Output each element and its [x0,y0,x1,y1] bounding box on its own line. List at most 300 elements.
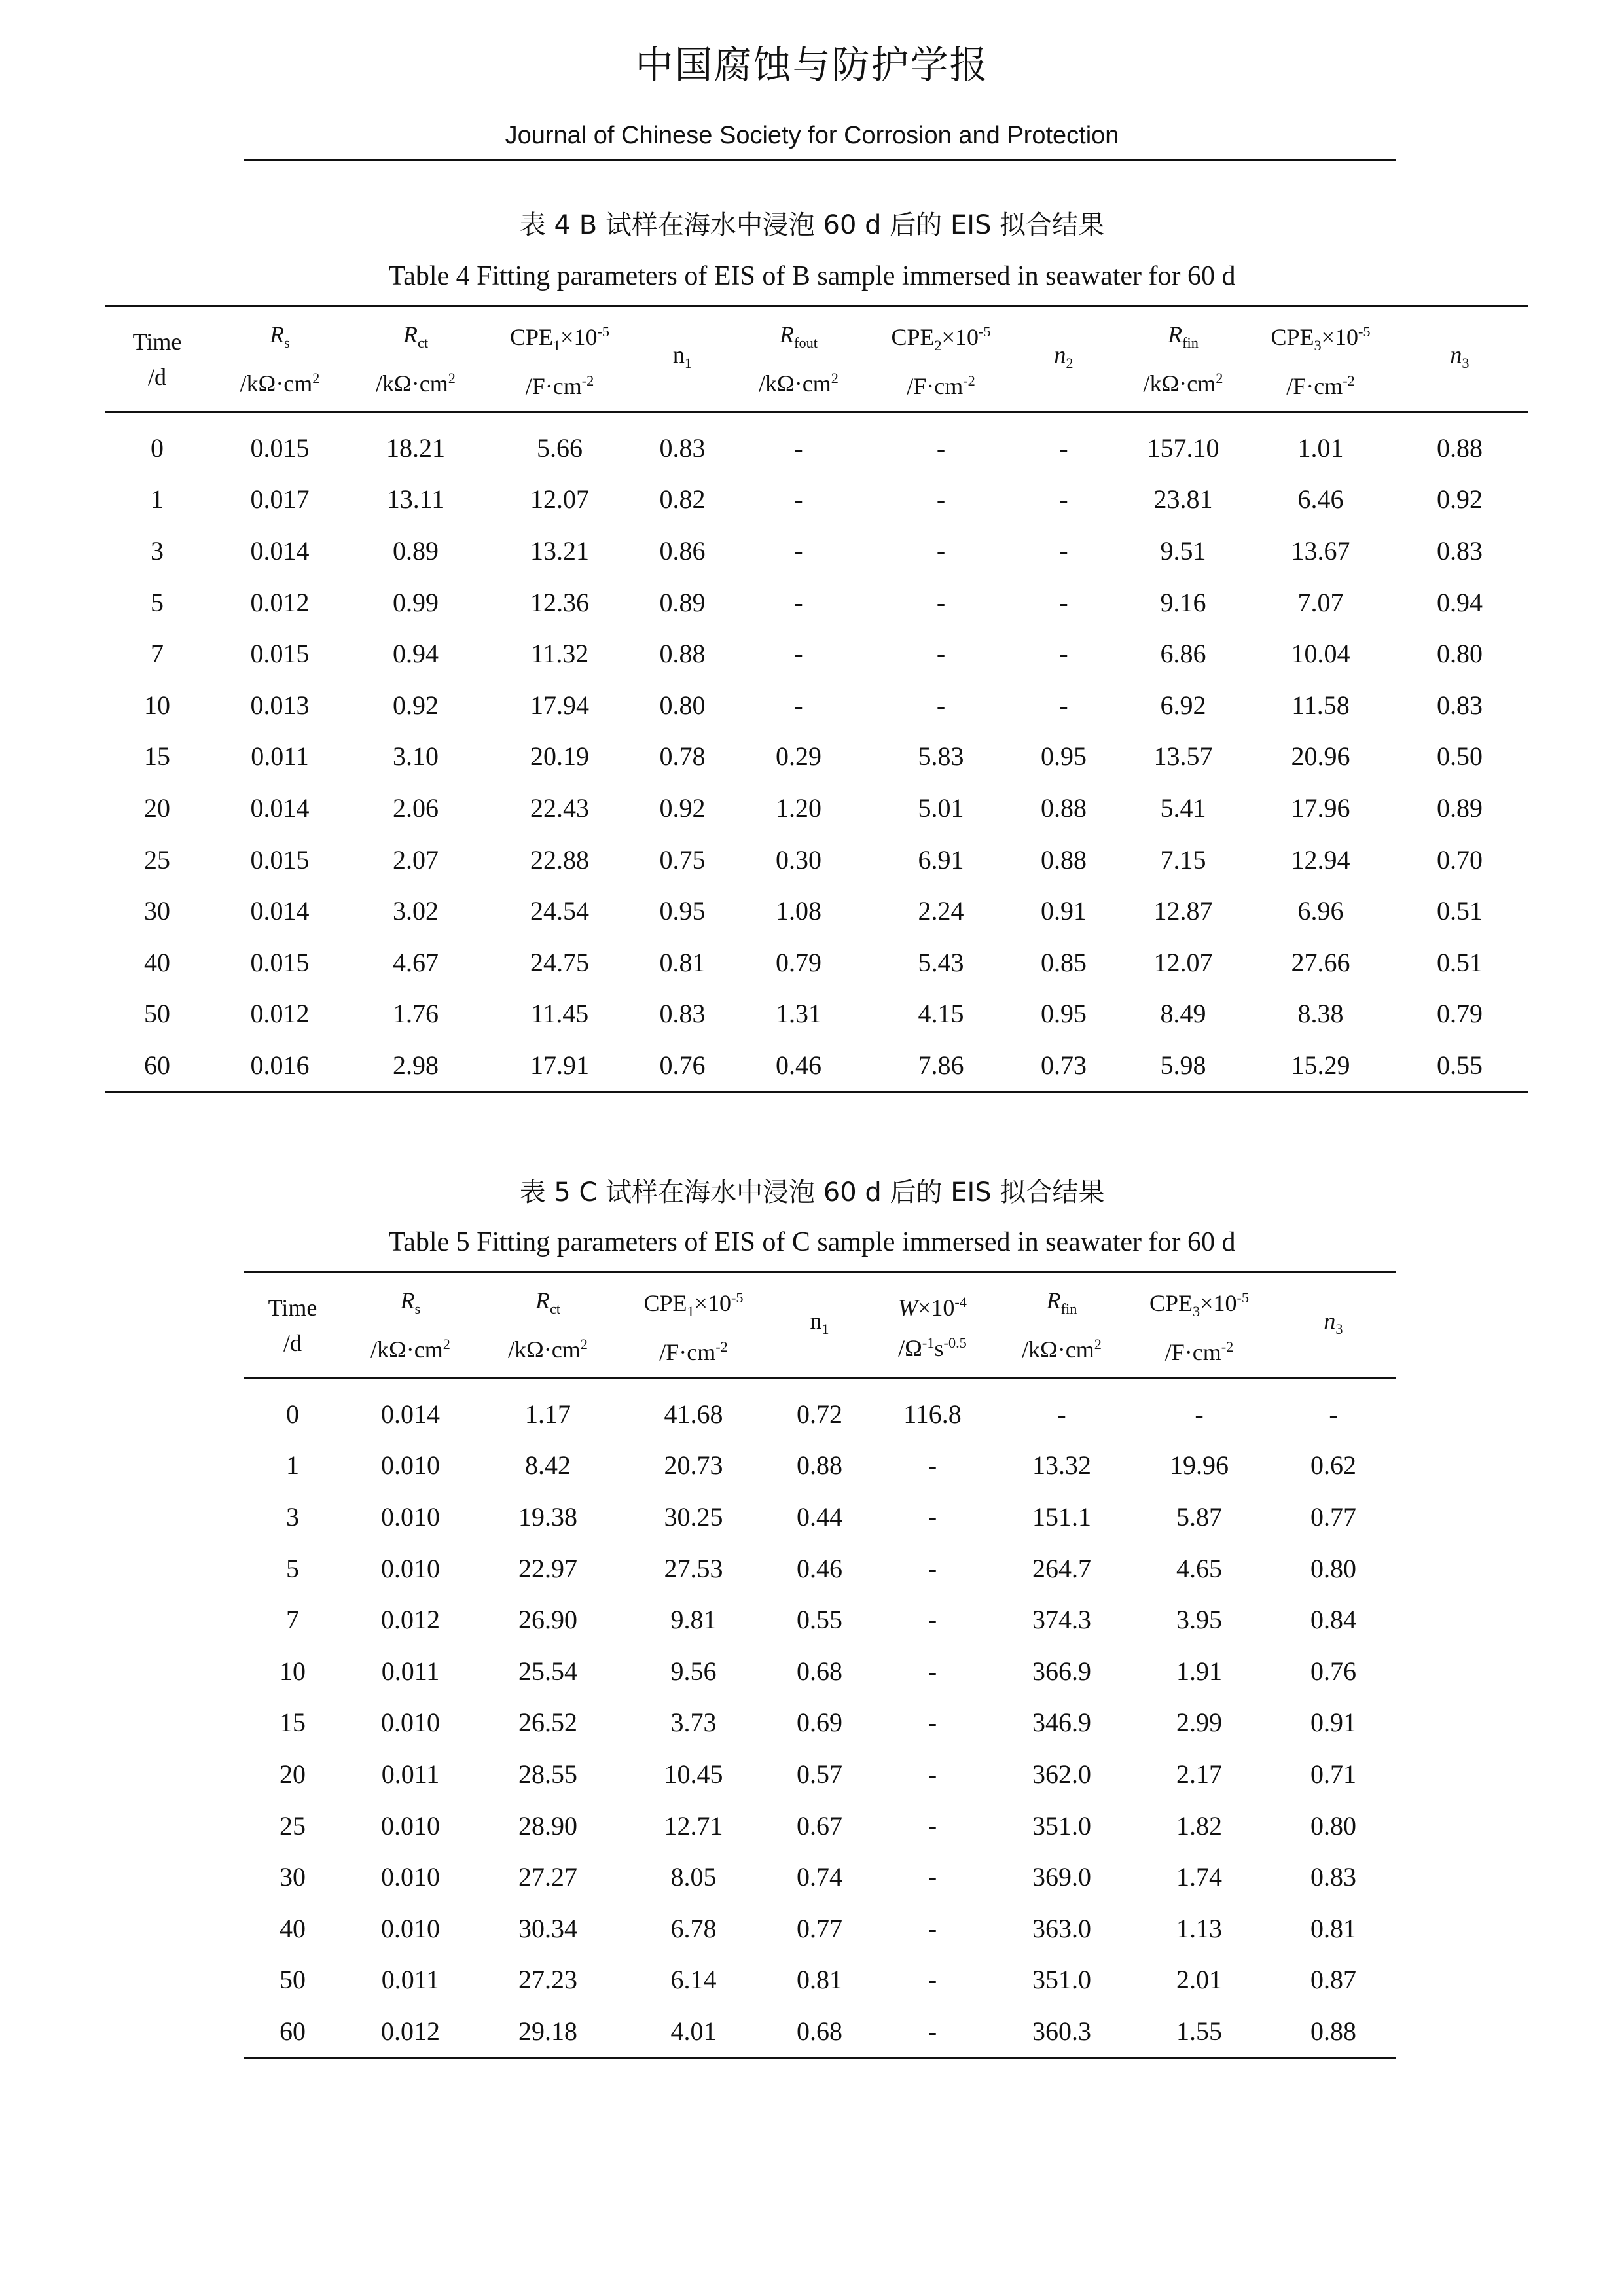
column-unit: /F·cm [525,373,582,400]
table5-caption-en: Table 5 Fitting parameters of EIS of C sample immersed in seawater for 60 d [388,1227,1236,1257]
table-cell: 0.012 [381,1605,440,1635]
table-cell: 0.29 [776,742,821,772]
column-multiplier: ×10 [918,1294,955,1321]
table-cell: 28.55 [518,1759,577,1789]
table-cell: 12.87 [1153,896,1213,926]
column-subscript: ct [549,1300,561,1318]
table-cell: 4.01 [670,2016,717,2046]
table-cell: 0.014 [250,793,310,823]
column-multiplier: ×10 [1200,1289,1237,1316]
table-cell: 15.29 [1291,1050,1350,1080]
table-cell: 11.58 [1291,690,1350,720]
table-cell: 10.45 [664,1759,723,1789]
table-cell: 50 [280,1965,306,1995]
column-subscript: fout [794,334,818,351]
table-row [105,988,1528,1040]
table-row [105,474,1528,526]
table-cell: 0.69 [797,1708,842,1738]
table-cell: 5.43 [918,947,964,977]
table-cell: 0.014 [250,535,310,565]
table-cell: 0.57 [797,1759,842,1789]
table-cell: 40 [144,947,170,977]
column-symbol: R [1168,321,1183,348]
table-cell: 22.88 [530,844,589,874]
column-header-top [1271,1303,1396,1347]
column-header-top [209,317,350,361]
table-cell: 17.94 [530,690,589,720]
column-header-top [1391,337,1528,381]
column-subscript: 3 [1192,1303,1200,1320]
column-header-top [617,1280,770,1329]
column-unit: /F·cm [1286,373,1343,400]
table-cell: - [1059,433,1068,463]
column-unit: /kΩ·cm [370,1336,443,1363]
column-unit-exponent: 2 [442,1336,450,1353]
column-unit: /kΩ·cm [1143,370,1216,397]
table-cell: 0.011 [381,1656,440,1686]
table-row [244,2005,1396,2058]
column-header [479,1272,617,1378]
table-cell: 5.66 [537,433,583,463]
table-cell: - [936,484,946,514]
table-cell: - [928,1656,937,1686]
table-cell: 27.53 [664,1553,723,1583]
column-header [481,306,638,412]
table-cell: 369.0 [1032,1862,1091,1892]
table-cell: 0.79 [776,947,821,977]
column-header-unit [244,1325,342,1361]
table-cell: 30 [280,1862,306,1892]
table-cell: 7 [286,1605,299,1635]
column-subscript: 1 [552,337,561,354]
column-unit-exponent: 2 [1216,370,1223,387]
table-cell: 1 [286,1450,299,1480]
column-header-top [770,1303,869,1347]
table-cell: 12.94 [1291,844,1350,874]
header-rule [244,159,1396,161]
column-header-top [869,1285,996,1325]
table-cell: 0.88 [1310,2016,1356,2046]
column-header-unit [350,361,481,401]
table-cell: - [936,639,946,669]
table-cell: 23.81 [1153,484,1213,514]
table-cell: 13.57 [1153,742,1213,772]
table-cell: 0.015 [250,947,310,977]
column-symbol: R [1046,1287,1061,1314]
table-cell: 0.012 [250,587,310,617]
table-cell: 0.67 [797,1810,842,1840]
column-header-top [244,1290,342,1325]
table-cell: 0.95 [1041,742,1087,772]
table-cell: 0.91 [1310,1708,1356,1738]
table-row [244,1697,1396,1749]
table-cell: 1.76 [393,999,439,1029]
table-cell: 2.24 [918,896,964,926]
table-cell: 5.87 [1176,1501,1222,1532]
column-header-unit [1116,361,1250,401]
table-cell: 0.012 [381,2016,440,2046]
column-header-unit [342,1327,479,1367]
table-row [105,679,1528,731]
table-cell: 0.010 [381,1501,440,1532]
table-cell: 7.15 [1160,844,1206,874]
table-cell: 8.49 [1160,999,1206,1029]
column-header [770,1272,869,1378]
table-cell: 12.36 [530,587,589,617]
column-symbol: CPE [1149,1289,1193,1316]
table-cell: 20.96 [1291,742,1350,772]
table-cell: 0 [151,433,164,463]
column-symbol: R [400,1287,415,1314]
table4 [105,305,1528,1093]
table-cell: 3 [151,535,164,565]
table-cell: 0.44 [797,1501,842,1532]
table-cell: 366.9 [1032,1656,1091,1686]
table-row [244,1748,1396,1800]
table-cell: 11.32 [530,639,589,669]
table-cell: 13.67 [1291,535,1350,565]
table-cell: 0.76 [659,1050,706,1080]
table-row [105,628,1528,679]
column-subscript: 3 [1335,1321,1343,1338]
table-cell: 0.92 [659,793,706,823]
column-unit-exponent: -2 [963,372,975,389]
table-cell: 15 [280,1708,306,1738]
table-cell: 20 [144,793,170,823]
table-cell: 12.71 [664,1810,723,1840]
table-cell: 6.92 [1160,690,1206,720]
table-cell: 0.71 [1310,1759,1356,1789]
column-unit-exponent: 2 [831,370,839,387]
table5-body [244,1378,1396,2058]
table-cell: - [1059,484,1068,514]
table-row [244,1491,1396,1543]
table-cell: 0.92 [393,690,439,720]
table-cell: 11.45 [530,999,589,1029]
table-cell: 40 [280,1913,306,1943]
column-unit-exponent: -2 [1343,372,1355,389]
column-symbol: n [1324,1307,1336,1334]
table-cell: 3.10 [393,742,439,772]
table-cell: 2.01 [1176,1965,1222,1995]
column-subscript: 2 [1066,355,1074,372]
table-cell: 0.87 [1310,1965,1356,1995]
table-cell: 0.80 [659,690,706,720]
column-symbol: W [898,1294,918,1321]
column-header-top [105,324,209,359]
table-cell: - [1059,587,1068,617]
table-cell: 5 [286,1553,299,1583]
table-cell: 5.98 [1160,1050,1206,1080]
column-subscript: fin [1182,334,1199,351]
table-cell: 0.010 [381,1913,440,1943]
table-cell: 2.17 [1176,1759,1222,1789]
column-header [1271,1272,1396,1378]
table-cell: 19.96 [1170,1450,1229,1480]
table-cell: 25 [144,844,170,874]
column-header [638,306,727,412]
table-cell: 0.75 [659,844,706,874]
column-header [1116,306,1250,412]
table-cell: - [928,1501,937,1532]
column-unit-tail-exponent: -0.5 [943,1334,967,1351]
table-cell: 0.011 [381,1759,440,1789]
column-header-top [1116,317,1250,361]
table-cell: 0.68 [797,1656,842,1686]
table-cell: 0.88 [1041,844,1087,874]
table-cell: 3.73 [670,1708,717,1738]
table-cell: 1.08 [776,896,821,926]
table-cell: 12.07 [1153,947,1213,977]
table4-header-row [105,306,1528,412]
column-symbol: R [780,321,795,348]
column-subscript: 3 [1462,355,1470,372]
table-cell: - [1329,1399,1338,1429]
table-cell: 0.013 [250,690,310,720]
table-cell: 9.56 [670,1656,717,1686]
column-header-top [727,317,871,361]
table-cell: 0.010 [381,1708,440,1738]
column-unit: /kΩ·cm [759,370,831,397]
column-header [617,1272,770,1378]
table-cell: - [936,587,946,617]
table-cell: 3.95 [1176,1605,1222,1635]
table-cell: 5.83 [918,742,964,772]
table-cell: - [928,1810,937,1840]
table-cell: 0.77 [1310,1501,1356,1532]
column-header-top [638,337,727,381]
table-cell: 25 [280,1810,306,1840]
column-header-unit [479,1327,617,1367]
table-cell: 1.31 [776,999,821,1029]
table-cell: 27.27 [518,1862,577,1892]
table-cell: - [794,535,803,565]
table-row [244,1440,1396,1492]
column-symbol: Time [268,1294,317,1321]
table-cell: 8.38 [1297,999,1344,1029]
table-cell: 0.92 [1437,484,1483,514]
table-cell: 0.85 [1041,947,1087,977]
table-cell: 4.65 [1176,1553,1222,1583]
column-unit-exponent: -2 [581,372,594,389]
table-cell: 0.94 [393,639,439,669]
table-cell: 3.02 [393,896,439,926]
table-cell: 19.38 [518,1501,577,1532]
column-header [1127,1272,1271,1378]
table-cell: 0.012 [250,999,310,1029]
table-cell: 1.55 [1176,2016,1222,2046]
table-cell: 0.78 [659,742,706,772]
table-cell: 0.010 [381,1553,440,1583]
table-cell: 0.010 [381,1810,440,1840]
table-cell: 0.81 [797,1965,842,1995]
table-cell: 2.06 [393,793,439,823]
table-cell: 0.76 [1310,1656,1356,1686]
column-symbol: CPE [1271,323,1314,350]
table-cell: 0.014 [381,1399,440,1429]
column-exponent: -5 [597,323,610,340]
table-cell: 6.91 [918,844,964,874]
table-cell: - [928,1913,937,1943]
table5-header-row [244,1272,1396,1378]
column-header-top [1011,337,1116,381]
table-cell: 1.91 [1176,1656,1222,1686]
table-cell: - [794,484,803,514]
table-cell: 0.83 [1437,535,1483,565]
table-row [244,1378,1396,1440]
table-cell: - [794,433,803,463]
table-cell: 1 [151,484,164,514]
column-header-unit [617,1329,770,1370]
journal-title-en: Journal of Chinese Society for Corrosion and Protection [505,122,1119,149]
table-cell: 20.73 [664,1450,723,1480]
table-cell: 27.23 [518,1965,577,1995]
column-subscript: fin [1060,1300,1077,1318]
table-cell: 0.51 [1437,896,1483,926]
table-cell: - [794,587,803,617]
table-cell: 17.91 [530,1050,589,1080]
column-exponent: -5 [1358,323,1371,340]
table-cell: 0.017 [250,484,310,514]
table-cell: 0.89 [659,587,706,617]
table-cell: 4.15 [918,999,964,1029]
column-subscript: 1 [687,1303,695,1320]
column-subscript: ct [417,334,429,351]
table-cell: 5 [151,587,164,617]
table-cell: 3 [286,1501,299,1532]
table-cell: 0.011 [381,1965,440,1995]
column-header [871,306,1011,412]
table-cell: - [928,1553,937,1583]
table-cell: - [936,690,946,720]
table-row [244,1543,1396,1594]
table-cell: 41.68 [664,1399,723,1429]
table-cell: 0.80 [1310,1553,1356,1583]
table-cell: 0.89 [1437,793,1483,823]
table-cell: 29.18 [518,2016,577,2046]
column-header [869,1272,996,1378]
table-cell: 6.96 [1297,896,1344,926]
table-cell: - [928,1965,937,1995]
table-cell: - [928,1759,937,1789]
table-cell: 7.86 [918,1050,964,1080]
table-row [244,1851,1396,1903]
table-cell: 4.67 [393,947,439,977]
table-cell: 20.19 [530,742,589,772]
column-subscript: 1 [821,1321,829,1338]
table-cell: 30.34 [518,1913,577,1943]
column-header-top [1250,314,1391,363]
column-header [727,306,871,412]
column-symbol: n [1450,341,1462,368]
table-cell: - [936,535,946,565]
column-unit-exponent: 2 [580,1336,588,1353]
table-row [105,885,1528,937]
table-cell: 374.3 [1032,1605,1091,1635]
table-cell: 0.77 [797,1913,842,1943]
column-header-top [479,1283,617,1327]
table-cell: 28.90 [518,1810,577,1840]
table-cell: 9.16 [1160,587,1206,617]
table-cell: 0.011 [251,742,309,772]
column-unit-tail: s [934,1335,944,1361]
table-cell: 0.88 [659,639,706,669]
table-cell: 0.84 [1310,1605,1356,1635]
column-header-unit [869,1325,996,1366]
table-cell: 0.81 [659,947,706,977]
table-row [244,1800,1396,1852]
column-multiplier: ×10 [941,323,979,350]
column-exponent: -5 [731,1289,744,1306]
table-cell: 0.95 [659,896,706,926]
table-cell: 6.14 [670,1965,717,1995]
journal-title-cn: 中国腐蚀与防护学报 [635,43,989,87]
column-unit: /d [147,363,166,390]
column-unit: /F·cm [907,373,964,400]
column-header-unit [996,1327,1127,1367]
column-header [244,1272,342,1378]
table-cell: 24.54 [530,896,589,926]
table-cell: 0.79 [1437,999,1483,1029]
table-cell: 0.50 [1437,742,1483,772]
table-cell: 6.46 [1297,484,1344,514]
table-cell: 0.62 [1310,1450,1356,1480]
table-row [105,1039,1528,1092]
table-cell: - [936,433,946,463]
column-header-top [350,317,481,361]
table-cell: 0.015 [250,433,310,463]
table4-body [105,412,1528,1092]
column-unit-exponent: 2 [1094,1336,1102,1353]
table-cell: 22.97 [518,1553,577,1583]
table-cell: 5.41 [1160,793,1206,823]
table-cell: 10 [280,1656,306,1686]
table-cell: 264.7 [1032,1553,1091,1583]
column-header-top [996,1283,1127,1327]
column-unit: /d [283,1329,302,1356]
table-cell: 30 [144,896,170,926]
table-cell: 363.0 [1032,1913,1091,1943]
table-cell: - [1195,1399,1204,1429]
table-cell: - [794,639,803,669]
table-row [105,834,1528,886]
table-cell: 0.55 [1437,1050,1483,1080]
column-unit: /Ω [898,1335,922,1361]
table-row [105,937,1528,988]
table-cell: 0.015 [250,844,310,874]
table-cell: 10.04 [1291,639,1350,669]
table-cell: 0.010 [381,1450,440,1480]
column-unit-exponent: -2 [715,1338,728,1355]
table-cell: 18.21 [386,433,445,463]
table-cell: 0.83 [659,433,706,463]
table-cell: 26.52 [518,1708,577,1738]
table-cell: 0.010 [381,1862,440,1892]
table-cell: 351.0 [1032,1810,1091,1840]
column-header-unit [209,361,350,401]
table-cell: 362.0 [1032,1759,1091,1789]
table-cell: 22.43 [530,793,589,823]
column-symbol: CPE [509,323,553,350]
table-cell: 0.89 [393,535,439,565]
table-cell: - [1059,535,1068,565]
table-cell: 0.51 [1437,947,1483,977]
table4-caption-en: Table 4 Fitting parameters of EIS of B sample immersed in seawater for 60 d [388,261,1236,291]
column-header-unit [481,363,638,404]
table-cell: 5.01 [918,793,964,823]
table-cell: 360.3 [1032,2016,1091,2046]
column-multiplier: ×10 [1321,323,1358,350]
